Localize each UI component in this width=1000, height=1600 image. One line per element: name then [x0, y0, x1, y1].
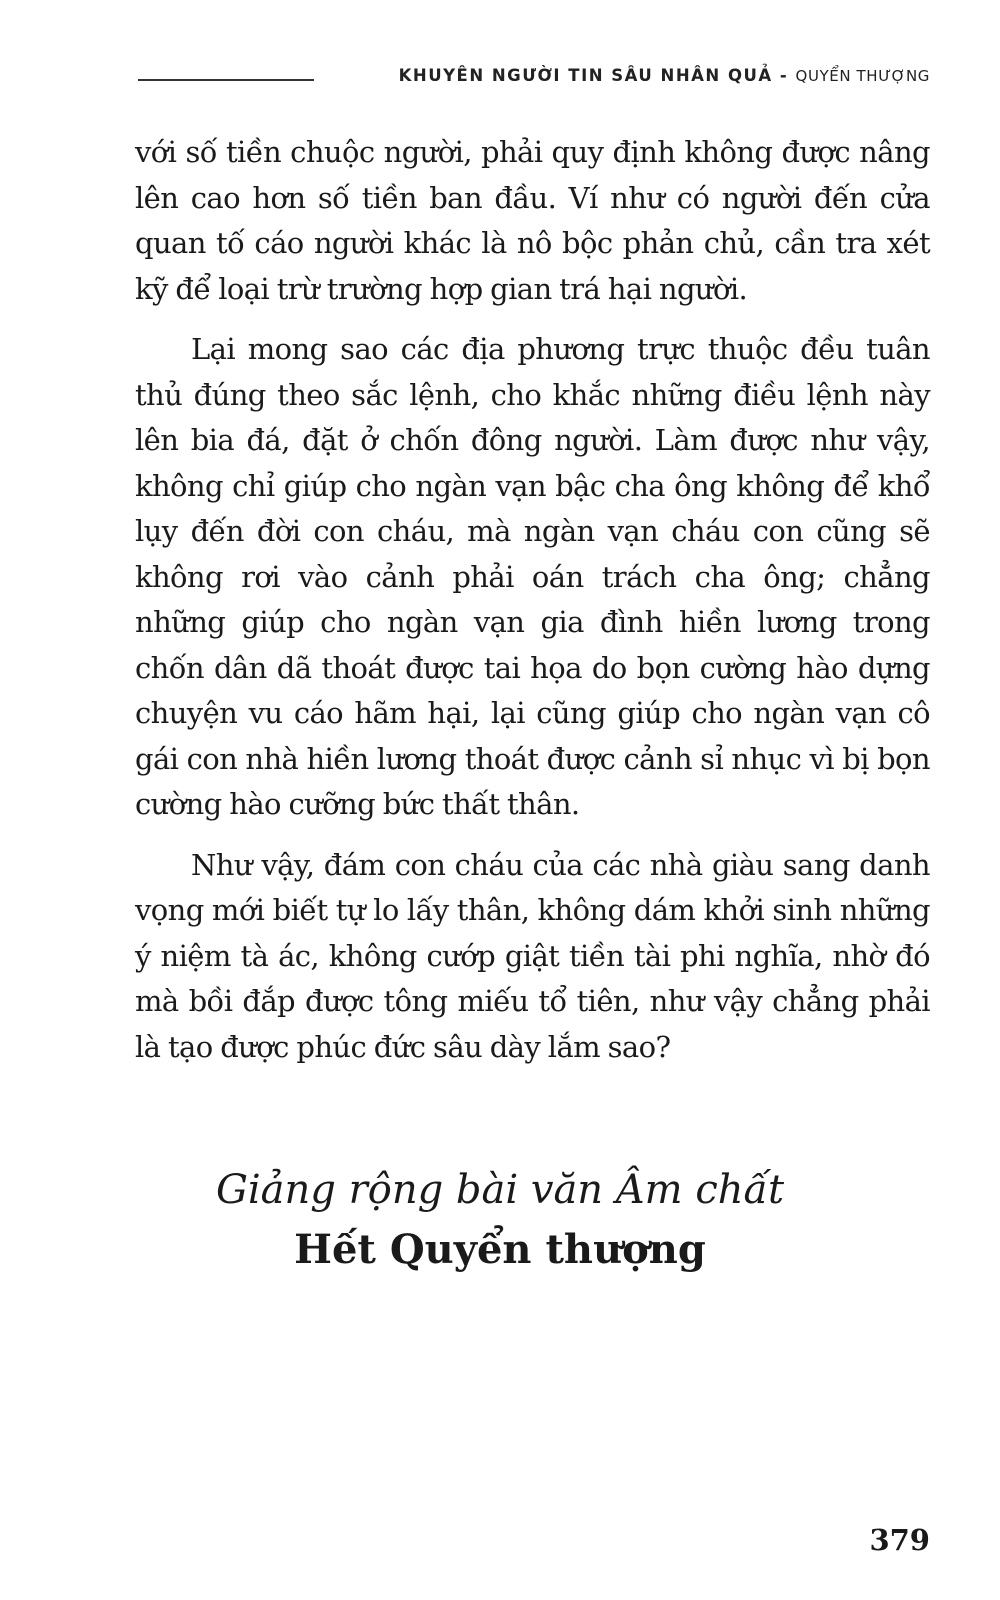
body-text: [135, 130, 930, 1085]
header-separator: -: [772, 65, 796, 85]
header-volume: QUYỂN THƯỢNG: [795, 66, 930, 85]
header-book-title: KHUYÊN NGƯỜI TIN SÂU NHÂN QUẢ: [398, 65, 773, 85]
page-number: 379: [869, 1523, 930, 1557]
closing-block: [0, 1160, 1000, 1280]
paragraph-2: Lại mong sao các địa phương trực thuộc đều tuân thủ đúng theo sắc lệnh, cho khắc những điều lệnh này lên bia đá, đặt ở chốn đông người. Làm được như vậy, không chỉ giúp cho ngàn vạn bậc cha ông không để khổ lụy đến đời con cháu, mà ngàn vạn cháu con cũng sẽ không rơi vào cảnh phải oán trách cha ông; chẳng những giúp cho ngàn vạn gia đình hiền lương trong chốn dân dã thoát được tai họa do bọn cường hào dựng chuyện vu cáo hãm hại, lại cũng giúp cho ngàn vạn cô gái con nhà hiền lương thoát được cảnh sỉ nhục vì bị bọn cường hào cưỡng bức thất thân.: [135, 332, 930, 821]
running-header: [138, 60, 930, 90]
closing-title: Giảng rộng bài văn Âm chất: [215, 1167, 785, 1213]
paragraph-3: Như vậy, đám con cháu của các nhà giàu sang danh vọng mới biết tự lo lấy thân, không dám khởi sinh những ý niệm tà ác, không cướp giật tiền tài phi nghĩa, nhờ đó mà bồi đắp được tông miếu tổ tiên, như vậy chẳng phải là tạo được phúc đức sâu dày lắm sao?: [135, 847, 930, 1064]
header-text: [399, 66, 930, 85]
header-rule: [138, 79, 314, 81]
closing-subtitle: Hết Quyển thượng: [294, 1226, 706, 1273]
paragraph-1: với số tiền chuộc người, phải quy định không được nâng lên cao hơn số tiền ban đầu. Ví như có người đến cửa quan tố cáo người khác là nô bộc phản chủ, cần tra xét kỹ để loại trừ trường hợp gian trá hại người.: [135, 135, 930, 306]
